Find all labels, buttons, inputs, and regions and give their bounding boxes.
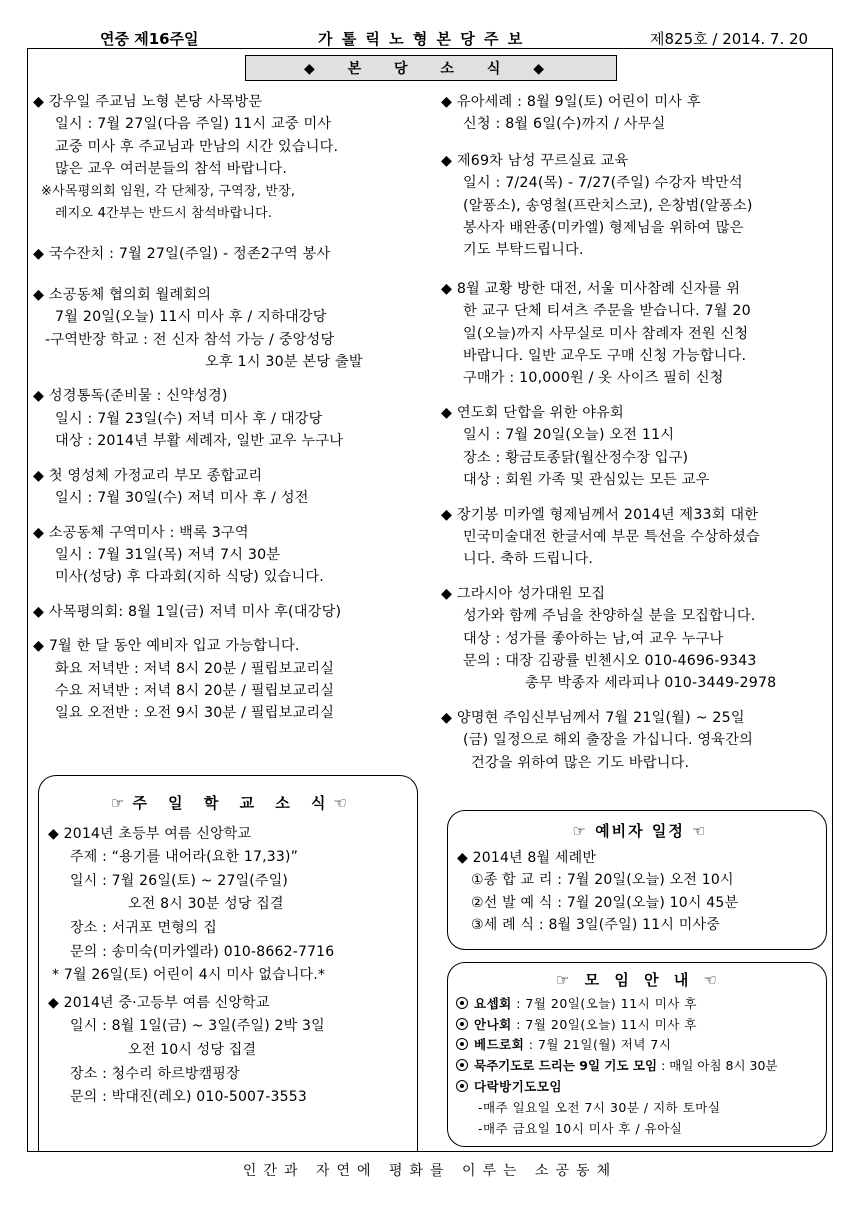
- notice-line: 일요 오전반 : 오전 9시 30분 / 필립보교리실: [55, 705, 335, 722]
- notice-cursillo: [441, 150, 829, 262]
- notice-line: 7월 20일(오늘) 11시 미사 후 / 지하대강당: [55, 309, 327, 326]
- notice-line: 미사(성당) 후 다과회(지하 식당) 있습니다.: [55, 569, 324, 586]
- notice-line: 일시 : 7월 31일(목) 저녁 7시 30분: [55, 546, 281, 563]
- circle-dot-icon: [456, 1059, 468, 1071]
- notice-heading: ◆ 연도회 단합을 위한 야유회: [441, 404, 624, 421]
- sunday-school-line: 장소 : 청수리 하르방캠핑장: [70, 1065, 240, 1082]
- sunday-school-content: [48, 792, 418, 1110]
- notice-heading: ◆ 사목평의회: 8월 1일(금) 저녁 미사 후(대강당): [33, 603, 342, 620]
- notice-line: 일(오늘)까지 사무실로 미사 참례자 전원 신청: [463, 325, 749, 342]
- circle-dot-icon: [456, 1038, 468, 1050]
- notice-heading: ◆ 국수잔치 : 7월 27일(주일) - 정존2구역 봉사: [33, 246, 331, 263]
- notice-line: 구매가 : 10,000원 / 옷 사이즈 필히 신청: [463, 370, 724, 387]
- meeting-subline: -매주 일요일 오전 7시 30분 / 지하 토마실: [478, 1099, 721, 1115]
- circle-dot-icon: [456, 997, 468, 1009]
- notice-heading: ◆ 첫 영성체 가정교리 부모 종합교리: [33, 467, 263, 484]
- notice-pastor-trip: [441, 707, 829, 774]
- notice-line: 바랍니다. 일반 교우도 구매 신청 가능합니다.: [463, 348, 747, 365]
- notice-choir-recruit: [441, 583, 829, 695]
- notice-line: 일시 : 7월 30일(수) 저녁 미사 후 / 성전: [55, 490, 309, 507]
- notice-bible-reading: [33, 385, 433, 452]
- notice-district-mass: [33, 522, 433, 589]
- notice-papal-visit-tshirt: [441, 278, 829, 390]
- notice-line: 봉사자 배완종(미카엘) 형제님을 위하여 많은: [463, 220, 744, 237]
- notice-line: 신청 : 8월 6일(수)까지 / 사무실: [463, 116, 666, 133]
- notice-catechumen-enrollment: [33, 635, 433, 725]
- meeting-item: 묵주기도로 드리는 9일 기도 모임 : 매일 아침 8시 30분: [456, 1056, 822, 1077]
- left-column: [33, 91, 433, 737]
- notice-heading: ◆ 유아세례 : 8월 9일(토) 어린이 미사 후: [441, 94, 701, 110]
- notice-community-meeting: [33, 284, 433, 374]
- notice-line: 건강을 위하여 많은 기도 바랍니다.: [471, 754, 690, 771]
- notice-infant-baptism: [441, 91, 829, 136]
- catechumen-title: ☞ 예비자 일정 ☜: [572, 822, 708, 840]
- notice-line: ※사목평의회 임원, 각 단체장, 구역장, 반장,: [41, 183, 296, 199]
- notice-bishop-visit: [33, 91, 433, 225]
- notice-line: 기도 부탁드립니다.: [463, 242, 584, 259]
- catechumen-line: ◆ 2014년 8월 세례반: [457, 849, 597, 866]
- week-label: 연중 제16주일: [100, 30, 199, 48]
- notice-noodle-feast: [33, 243, 433, 265]
- notice-heading: ◆ 성경통독(준비물 : 신약성경): [33, 388, 228, 405]
- notice-line: 화요 저녁반 : 저녁 8시 20분 / 필립보교리실: [55, 660, 335, 677]
- notice-line: 총무 박종자 세라피나 010-3449-2978: [525, 675, 777, 692]
- notice-heading: ◆ 8월 교황 방한 대전, 서울 미사참례 신자를 위: [441, 280, 741, 297]
- sunday-school-line: ◆ 2014년 초등부 여름 신앙학교: [48, 825, 252, 842]
- sunday-school-title: ☞주 일 학 교 소 식☜: [111, 794, 355, 812]
- notice-line: 일시 : 7월 27일(다음 주일) 11시 교중 미사: [55, 116, 332, 133]
- sunday-school-line: 문의 : 송미숙(미카엘라) 010-8662-7716: [70, 943, 335, 960]
- sunday-school-line: ◆ 2014년 중·고등부 여름 신앙학교: [48, 994, 270, 1011]
- notice-heading: ◆ 양명현 주임신부님께서 7월 21일(월) ~ 25일: [441, 709, 745, 726]
- notice-line: 오후 1시 30분 본당 출발: [205, 354, 363, 371]
- notice-line: -구역반장 학교 : 전 신자 참석 가능 / 중앙성당: [45, 331, 335, 348]
- notice-line: 일시 : 7월 20일(오늘) 오전 11시: [463, 427, 675, 444]
- catechumen-content: [457, 820, 823, 937]
- notice-yeondo-picnic: [441, 402, 829, 492]
- notice-line: 대상 : 회원 가족 및 관심있는 모든 교우: [463, 472, 710, 489]
- notice-heading: ◆ 7월 한 달 동안 예비자 입교 가능합니다.: [33, 638, 300, 655]
- sunday-school-line: * 7월 26일(토) 어린이 4시 미사 없습니다.*: [52, 967, 326, 984]
- notice-line: 레지오 4간부는 반드시 참석바랍니다.: [55, 206, 273, 222]
- circle-dot-icon: [456, 1080, 468, 1092]
- notice-line: 일시 : 7/24(목) - 7/27(주일) 수강자 박만석: [463, 175, 743, 192]
- meetings-title: ☞ 모 임 안 내 ☜: [556, 971, 722, 989]
- issue-date: 제825호 / 2014. 7. 20: [650, 30, 809, 48]
- sunday-school-line: 문의 : 박대진(레오) 010-5007-3553: [70, 1089, 307, 1106]
- notice-line: 한 교구 단체 티셔츠 주문을 받습니다. 7월 20: [463, 303, 751, 320]
- sunday-school-line: 오전 10시 성당 집결: [128, 1041, 257, 1058]
- notice-line: 성가와 함께 주님을 찬양하실 분을 모집합니다.: [463, 608, 756, 625]
- notice-line: (알퐁소), 송영철(프란치스코), 은창범(알퐁소): [463, 197, 753, 214]
- notice-line: 교중 미사 후 주교님과 만남의 시간 있습니다.: [55, 138, 339, 155]
- meeting-item: 다락방기도모임: [456, 1077, 822, 1098]
- meeting-subline: -매주 금요일 10시 미사 후 / 유아실: [478, 1120, 683, 1136]
- notice-heading: ◆ 그라시아 성가대원 모집: [441, 585, 606, 602]
- right-column: [441, 91, 829, 786]
- notice-heading: ◆ 소공동체 협의회 월례회의: [33, 286, 212, 303]
- sunday-school-line: 오전 8시 30분 성당 집결: [128, 896, 284, 913]
- section-banner: ◆ 본 당 소 식 ◆: [245, 55, 617, 81]
- notice-line: 수요 저녁반 : 저녁 8시 20분 / 필립보교리실: [55, 682, 335, 699]
- notice-heading: ◆ 제69차 남성 꾸르실료 교육: [441, 152, 629, 169]
- bulletin-title: 가 톨 릭 노 형 본 당 주 보: [318, 30, 525, 48]
- notice-art-award: [441, 504, 829, 571]
- meeting-item: 요셉회 : 7월 20일(오늘) 11시 미사 후: [456, 994, 822, 1015]
- notice-line: 민국미술대전 한글서예 부문 특선을 수상하셨습: [463, 528, 760, 545]
- catechumen-line: ③세 례 식 : 8월 3일(주일) 11시 미사중: [471, 917, 720, 934]
- notice-line: (금) 일정으로 해외 출장을 가십니다. 영육간의: [463, 732, 754, 749]
- catechumen-line: ②선 발 예 식 : 7월 20일(오늘) 10시 45분: [471, 894, 739, 911]
- notice-line: 일시 : 7월 23일(수) 저녁 미사 후 / 대강당: [55, 410, 323, 427]
- notice-heading: ◆ 소공동체 구역미사 : 백록 3구역: [33, 524, 249, 541]
- sunday-school-line: 장소 : 서귀포 면형의 집: [70, 919, 218, 936]
- meetings-content: [456, 970, 822, 1139]
- notice-heading: ◆ 장기봉 미카엘 형제님께서 2014년 제33회 대한: [441, 506, 759, 523]
- sunday-school-line: 일시 : 8월 1일(금) ~ 3일(주일) 2박 3일: [70, 1018, 325, 1035]
- notice-line: 장소 : 황금토종닭(월산정수장 입구): [463, 449, 689, 466]
- notice-pastoral-council: [33, 601, 433, 623]
- notice-line: 대상 : 2014년 부활 세례자, 일반 교우 누구나: [55, 433, 344, 450]
- notice-line: 대상 : 성가를 좋아하는 남,여 교우 누구나: [463, 630, 724, 647]
- notice-line: 많은 교우 여러분들의 참석 바랍니다.: [55, 161, 288, 178]
- footer-motto: 인간과 자연에 평화를 이루는 소공동체: [242, 1163, 618, 1179]
- catechumen-line: ①종 합 교 리 : 7월 20일(오늘) 오전 10시: [471, 872, 734, 889]
- notice-heading: ◆ 강우일 주교님 노형 본당 사목방문: [33, 94, 263, 110]
- meeting-item: 베드로회 : 7월 21일(월) 저녁 7시: [456, 1035, 822, 1056]
- notice-line: 니다. 축하 드립니다.: [463, 551, 594, 568]
- circle-dot-icon: [456, 1018, 468, 1030]
- sunday-school-line: 일시 : 7월 26일(토) ~ 27일(주일): [70, 872, 289, 889]
- notice-first-communion: [33, 465, 433, 510]
- meeting-item: 안나회 : 7월 20일(오늘) 11시 미사 후: [456, 1015, 822, 1036]
- notice-line: 문의 : 대장 김광률 빈첸시오 010-4696-9343: [463, 652, 757, 669]
- sunday-school-line: 주제 : “용기를 내어라(요한 17,33)”: [70, 849, 299, 866]
